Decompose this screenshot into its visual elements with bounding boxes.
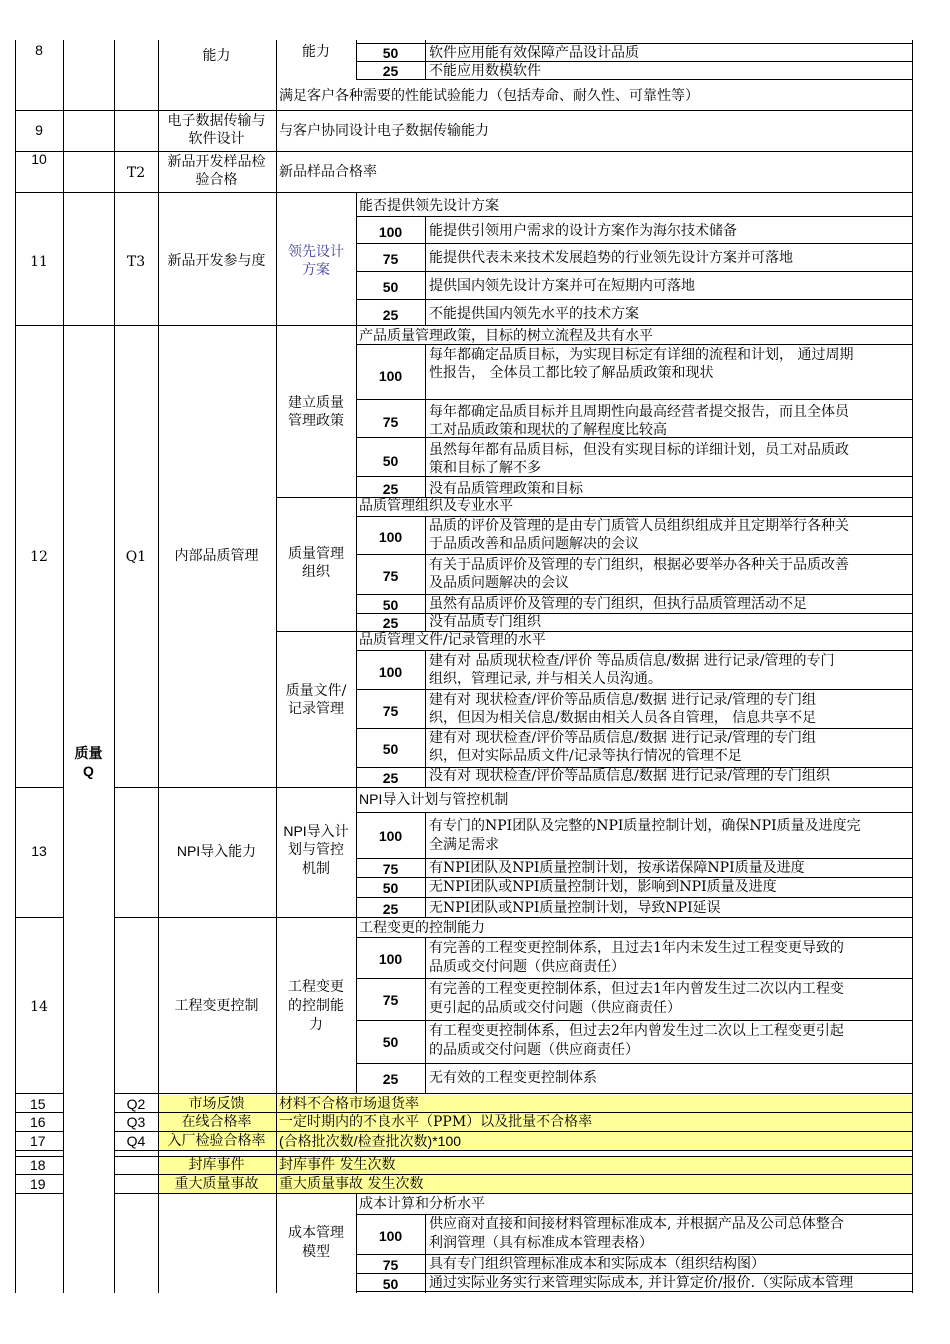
row-13-level: 100 [378, 828, 403, 844]
row-8-desc-50: 软件应用能有效保障产品设计品质 [429, 45, 639, 61]
row-12-desc: 建有对 品质现状检查/评价 等品质信息/数据 进行记录/管理的专门 [429, 653, 835, 669]
row-12-code: Q1 [125, 549, 147, 565]
row-number-14: 14 [30, 999, 48, 1015]
grid-line [356, 858, 912, 859]
grid-line [356, 812, 912, 813]
row-12-desc: 及品质问题解决的会议 [429, 575, 569, 591]
row-19-desc: 重大质量事故 发生次数 [279, 1176, 424, 1192]
grid-line [356, 594, 912, 595]
row-13-level: 25 [382, 901, 399, 917]
grid-line [356, 1214, 912, 1215]
category-quality: 质量 [74, 745, 103, 761]
grid-line [15, 1150, 63, 1151]
row-12-desc: 织，但因为相关信息/数据由相关人员各自管理， 信息共享不足 [429, 710, 817, 726]
grid-line [356, 1020, 912, 1021]
row-12-desc: 没有品质管理政策和目标 [429, 481, 583, 497]
row-16-code: Q3 [126, 1114, 146, 1130]
grid-line [356, 728, 912, 729]
row-11-sub-l2: 方案 [302, 262, 330, 278]
row-13-level: 75 [382, 861, 399, 877]
row-11-desc: 能提供代表未来技术发展趋势的行业领先设计方案并可落地 [429, 250, 793, 266]
row-14-desc: 品质或交付问题（供应商责任） [429, 959, 625, 975]
row-12-g2-sub-l1: 质量管理 [288, 546, 344, 562]
row-20-desc: 具有专门组织管理标准成本和实际成本（组织结构图） [429, 1256, 765, 1272]
row-12-g1-header: 产品质量管理政策，目标的树立流程及共有水平 [359, 328, 653, 344]
row-10-item-l1: 新品开发样品检 [167, 154, 266, 170]
grid-line [356, 978, 912, 979]
row-11-sub-l1: 领先设计 [288, 244, 344, 260]
row-20-header: 成本计算和分析水平 [359, 1196, 485, 1212]
row-12-desc: 组织，管理记录, 并与相关人员沟通。 [429, 671, 662, 687]
grid-line [114, 1193, 912, 1194]
row-14-sub-l2: 的控制能 [288, 998, 344, 1014]
row-17-item: 入厂检验合格率 [167, 1133, 266, 1149]
row-12-level: 50 [382, 597, 399, 613]
grid-line [114, 1093, 912, 1094]
row-15-desc: 材料不合格市场退货率 [279, 1096, 419, 1112]
row-13-desc: 无NPI团队或NPI质量控制计划，导致NPI延误 [429, 900, 721, 916]
grid-line [356, 877, 912, 878]
grid-line [912, 40, 913, 1293]
row-number-16: 16 [30, 1114, 46, 1130]
row-12-level: 25 [382, 770, 399, 786]
row-number-10: 10 [31, 151, 47, 167]
row-number-9: 9 [35, 122, 43, 138]
grid-line [15, 1093, 63, 1094]
row-13-sub-l1: NPI导入计 [283, 823, 349, 839]
row-8-desc-25: 不能应用数模软件 [429, 63, 541, 79]
grid-line [15, 110, 912, 111]
grid-line [356, 61, 912, 62]
row-13-desc: 无NPI团队或NPI质量控制计划，影响到NPI质量及进度 [429, 879, 777, 895]
row-15-item: 市场反馈 [188, 1096, 245, 1112]
grid-line [15, 917, 63, 918]
row-number-18: 18 [30, 1157, 46, 1173]
row-12-desc: 策和目标了解不多 [429, 460, 541, 476]
grid-line [114, 1112, 912, 1113]
row-20-level: 100 [378, 1228, 403, 1244]
row-14-desc: 无有效的工程变更控制体系 [429, 1070, 597, 1086]
row-20-level: 50 [382, 1276, 399, 1292]
row-12-g1-sub-l2: 管理政策 [288, 413, 344, 429]
row-10-desc: 新品样品合格率 [279, 164, 377, 180]
row-number-8: 8 [35, 42, 43, 58]
row-17-code: Q4 [126, 1133, 146, 1149]
row-9-item-l2: 软件设计 [188, 131, 245, 147]
row-10-code: T2 [126, 165, 146, 181]
row-12-level: 25 [382, 615, 399, 631]
row-12-level: 50 [382, 453, 399, 469]
row-8-level-25: 25 [382, 63, 399, 79]
row-13-header: NPI导入计划与管控机制 [359, 791, 509, 807]
row-13-sub-l3: 机制 [302, 861, 330, 877]
row-12-desc: 没有对 现状检查/评价等品质信息/数据 进行记录/管理的专门组织 [429, 768, 831, 784]
grid-line [356, 216, 912, 217]
grid-line [15, 1112, 63, 1113]
row-14-header: 工程变更的控制能力 [359, 920, 485, 936]
grid-line [15, 1131, 63, 1132]
grid-line [356, 271, 912, 272]
row-13-level: 50 [382, 880, 399, 896]
grid-line [356, 689, 912, 690]
row-number-13: 13 [31, 843, 47, 859]
row-12-desc: 建有对 现状检查/评价等品质信息/数据 进行记录/管理的专门组 [429, 730, 817, 746]
row-12-g1-sub-l1: 建立质量 [288, 395, 344, 411]
row-14-desc: 有工程变更控制体系，但过去2年内曾发生过二次以上工程变更引起 [429, 1023, 844, 1039]
row-number-15: 15 [30, 1096, 46, 1112]
row-14-level: 50 [382, 1034, 399, 1050]
row-14-desc: 有完善的工程变更控制体系，且过去1年内未发生过工程变更导致的 [429, 940, 844, 956]
row-14-desc: 更引起的品质或交付问题（供应商责任） [429, 1000, 681, 1016]
grid-line [425, 344, 426, 497]
row-11-level: 75 [382, 251, 399, 267]
grid-line [356, 243, 912, 244]
row-12-desc: 性报告， 全体员工都比较了解品质政策和现状 [429, 365, 714, 381]
row-20-level: 75 [382, 1257, 399, 1273]
row-12-desc: 虽然有品质评价及管理的专门组织，但执行品质管理活动不足 [429, 596, 807, 612]
row-11-level: 100 [378, 224, 403, 240]
grid-line [356, 897, 912, 898]
row-12-desc: 工对品质政策和现状的了解程度比较高 [429, 422, 667, 438]
row-14-desc: 的品质或交付问题（供应商责任） [429, 1042, 639, 1058]
row-12-level: 75 [382, 414, 399, 430]
grid-line [356, 476, 912, 477]
row-12-level: 100 [378, 664, 403, 680]
row-11-level: 50 [382, 279, 399, 295]
row-12-desc: 有关于品质评价及管理的专门组织，根据必要举办各种关于品质改善 [429, 557, 849, 573]
grid-line [114, 917, 912, 918]
row-13-desc: 有NPI团队及NPI质量控制计划，按承诺保障NPI质量及进度 [429, 860, 805, 876]
row-12-desc: 品质的评价及管理的是由专门质管人员组织组成并且定期举行各种关 [429, 518, 849, 534]
grid-line [356, 554, 912, 555]
grid-line [356, 650, 912, 651]
row-18-desc: 封库事件 发生次数 [279, 1157, 396, 1173]
grid-line [356, 43, 912, 44]
row-number-12: 12 [30, 549, 48, 565]
grid-line [15, 192, 912, 193]
row-12-desc: 每年都确定品质目标并且周期性向最高经营者提交报告，而且全体员 [429, 404, 849, 420]
row-14-item: 工程变更控制 [174, 998, 259, 1014]
row-12-desc: 织，但对实际品质文件/记录等执行情况的管理不足 [429, 748, 742, 764]
row-14-desc: 有完善的工程变更控制体系，但过去1年内曾发生过二次以内工程变 [429, 981, 844, 997]
row-12-desc: 建有对 现状检查/评价等品质信息/数据 进行记录/管理的专门组 [429, 692, 817, 708]
row-18-item: 封库事件 [188, 1157, 245, 1173]
grid-line [356, 79, 912, 80]
grid-line [356, 299, 912, 300]
row-11-header: 能否提供领先设计方案 [359, 198, 499, 214]
row-13-desc: 全满足需求 [429, 837, 499, 853]
row-12-desc: 虽然每年都有品质目标，但没有实现目标的详细计划，员工对品质政 [429, 442, 849, 458]
grid-line [356, 1273, 912, 1274]
grid-line [425, 40, 426, 79]
row-12-desc: 没有品质专门组织 [429, 614, 541, 630]
row-8-level-50: 50 [382, 45, 399, 61]
row-11-desc: 不能提供国内领先水平的技术方案 [429, 306, 639, 322]
row-20-desc: 供应商对直接和间接材料管理标准成本, 并根据产品及公司总体整合 [429, 1216, 844, 1232]
row-13-desc: 有专门的NPI团队及完整的NPI质量控制计划，确保NPI质量及进度完 [429, 818, 861, 834]
row-12-g3-sub-l2: 记录管理 [288, 701, 344, 717]
grid-line [114, 1150, 912, 1151]
grid-line [114, 1131, 912, 1132]
grid-line [425, 937, 426, 1093]
row-20-sub-l2: 模型 [302, 1244, 330, 1260]
grid-line [114, 1174, 912, 1175]
row-12-level: 100 [378, 529, 403, 545]
row-8-item: 能力 [202, 48, 231, 64]
row-12-item: 内部品质管理 [174, 548, 259, 564]
row-13-item: NPI导入能力 [176, 843, 257, 859]
row-9-item-l1: 电子数据传输与 [167, 113, 266, 129]
grid-line [356, 1063, 912, 1064]
row-8-extra: 满足客户各种需要的性能试验能力（包括寿命、耐久性、可靠性等） [279, 88, 699, 104]
row-number-19: 19 [30, 1176, 46, 1192]
row-15-code: Q2 [126, 1096, 146, 1112]
grid-line [356, 516, 912, 517]
row-10-item-l2: 验合格 [195, 172, 238, 188]
row-14-level: 25 [382, 1071, 399, 1087]
row-12-level: 100 [378, 368, 403, 384]
row-11-level: 25 [382, 307, 399, 323]
row-17-desc: (合格批次数/检查批次数)*100 [279, 1133, 462, 1149]
row-11-desc: 提供国内领先设计方案并可在短期内可落地 [429, 278, 695, 294]
row-14-level: 75 [382, 992, 399, 1008]
row-13-sub-l2: 划与管控 [288, 842, 344, 858]
row-number-11: 11 [30, 254, 48, 270]
row-11-code: T3 [126, 254, 146, 270]
grid-line [425, 812, 426, 917]
grid-line [63, 40, 64, 1293]
row-20-desc: 通过实际业务实行来管理实际成本, 并计算定价/报价.（实际成本管理 [429, 1275, 854, 1291]
row-12-g2-header: 品质管理组织及专业水平 [359, 498, 513, 514]
grid-line [15, 325, 912, 326]
grid-line [15, 40, 16, 1293]
row-14-level: 100 [378, 951, 403, 967]
grid-line [356, 937, 912, 938]
row-11-desc: 能提供引领用户需求的设计方案作为海尔技术储备 [429, 223, 737, 239]
grid-line [15, 1174, 63, 1175]
row-12-level: 75 [382, 568, 399, 584]
row-20-sub-l1: 成本管理 [288, 1225, 344, 1241]
row-12-level: 75 [382, 703, 399, 719]
row-12-g3-sub-l1: 质量文件/ [285, 683, 347, 699]
grid-line [356, 344, 912, 345]
row-16-desc: 一定时期内的不良水平（PPM）以及批量不合格率 [279, 1114, 593, 1130]
grid-line [15, 151, 912, 152]
grid-line [356, 1291, 912, 1292]
grid-line [15, 1193, 63, 1194]
row-12-desc: 每年都确定品质目标，为实现目标定有详细的流程和计划， 通过周期 [429, 347, 854, 363]
row-8-sub: 能力 [302, 44, 330, 60]
grid-line [356, 1254, 912, 1255]
row-16-item: 在线合格率 [181, 1114, 252, 1130]
category-quality-code: Q [83, 763, 94, 779]
row-19-item: 重大质量事故 [174, 1176, 259, 1192]
row-number-17: 17 [30, 1133, 46, 1149]
row-12-level: 50 [382, 741, 399, 757]
row-12-g3-header: 品质管理文件/记录管理的水平 [359, 632, 546, 648]
grid-line [276, 1193, 277, 1293]
grid-line [15, 787, 63, 788]
row-14-sub-l1: 工程变更 [288, 979, 344, 995]
row-14-sub-l3: 力 [309, 1017, 323, 1033]
row-12-desc: 于品质改善和品质问题解决的会议 [429, 536, 639, 552]
row-20-desc: 利润管理（具有标准成本管理表格） [429, 1235, 653, 1251]
grid-line [356, 399, 912, 400]
row-11-item: 新品开发参与度 [167, 253, 266, 269]
row-12-level: 25 [382, 481, 399, 497]
row-9-desc: 与客户协同设计电子数据传输能力 [279, 123, 489, 139]
row-12-g2-sub-l2: 组织 [302, 564, 330, 580]
grid-line [114, 787, 912, 788]
